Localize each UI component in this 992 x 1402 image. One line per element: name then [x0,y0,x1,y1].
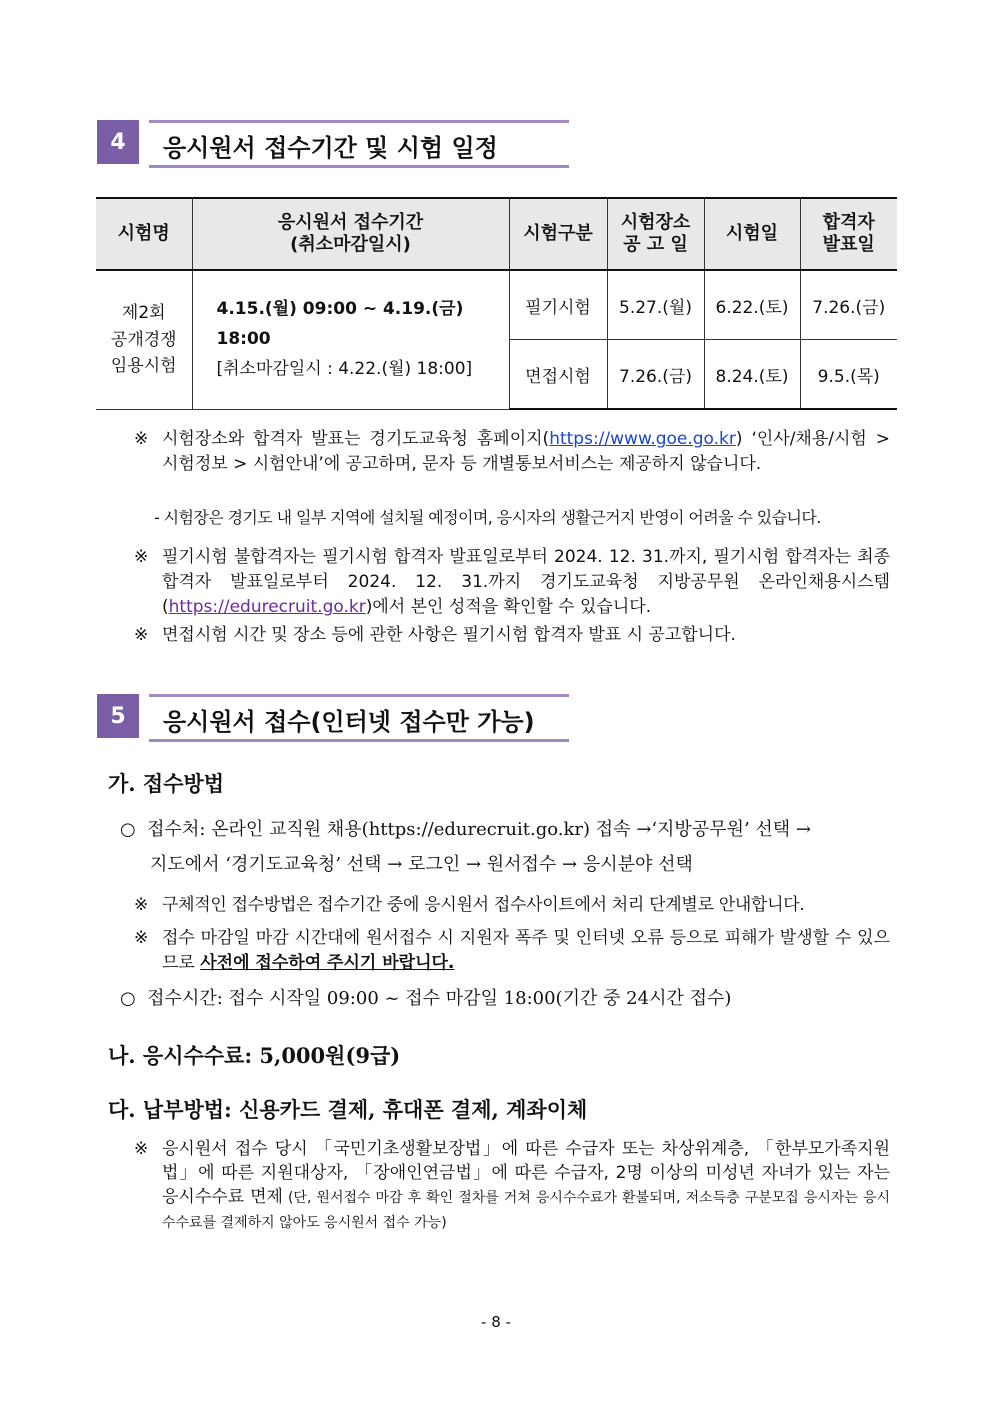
subheading-payment: 다. 납부방법: 신용카드 결제, 휴대폰 결제, 계좌이체 [108,1097,588,1122]
note-text: 면접시험 시간 및 장소 등에 관한 사항은 필기시험 합격자 발표 시 공고합니다. [162,625,736,645]
note-text: 필기시험 불합격자는 필기시험 합격자 발표일로부터 2024. 12. 31.까지, 필기시험 합격자는 최종합격자 발표일로부터 2024. 12. 31.까지 경기도교육청 지방공무원 온라인채용시스템( [162,547,890,617]
method-time-line [120,981,900,1017]
note-venue-location: - 시험장은 경기도 내 일부 지역에 설치될 예정이며, 응시자의 생활근거지 반영이 어려울 수 있습니다. [154,508,821,527]
header-result-line1: 합격자 [822,212,875,234]
note-mark: ※ [134,928,149,948]
header-period-line2: (취소마감일시) [290,234,411,255]
exam-name-line: 임용시험 [110,355,177,376]
subheading-fee: 나. 응시수수료: 5,000원(9급) [108,1043,401,1068]
exam-name-line: 제2회 [121,303,166,324]
header-period [192,198,509,270]
note-mark: ※ [134,625,149,645]
header-result [800,198,897,270]
row-result: 7.26.(금) [800,270,897,340]
header-venue [607,198,704,270]
row-result: 9.5.(목) [800,340,897,410]
section-title-box [149,120,569,168]
note-method-guide [134,893,890,918]
header-exam-date: 시험일 [704,198,800,270]
period-main: 4.15.(월) 09:00 ~ 4.19.(금) 18:00 [216,299,464,349]
note-text: 구체적인 접수방법은 접수기간 중에 응시원서 접수사이트에서 처리 단계별로 안내합니다. [162,895,805,915]
bullet-circle: ○ [120,819,136,840]
method-line-1 [120,812,900,848]
note-mark: ※ [134,1139,149,1159]
edurecruit-link[interactable]: https://edurecruit.go.kr [168,597,366,617]
row-type: 면접시험 [509,340,607,410]
schedule-table [96,197,897,410]
note-mark: ※ [134,895,149,915]
header-venue-line2: 공 고 일 [623,234,688,255]
bullet-circle: ○ [120,988,136,1009]
row-type: 필기시험 [509,270,607,340]
row-venue: 7.26.(금) [607,340,704,410]
table-row [96,270,897,340]
exam-name-cell [96,270,192,409]
section-number: 5 [97,694,139,738]
method-text: 접수처: 온라인 교직원 채용(https://edurecruit.go.kr) 접속 →‘지방공무원’ 선택 → [147,819,812,840]
row-venue: 5.27.(월) [607,270,704,340]
header-period-line1: 응시원서 접수기간 [277,212,424,234]
section-title: 응시원서 접수기간 및 시험 일정 [163,134,498,162]
row-date: 6.22.(토) [704,270,800,340]
subheading-method: 가. 접수방법 [108,771,225,796]
goe-homepage-link[interactable]: https://www.goe.go.kr [549,429,736,449]
header-exam-name: 시험명 [96,198,192,270]
page-number: - 8 - [481,1313,511,1331]
note-deadline-warning [134,926,890,976]
note-mark: ※ [134,547,149,567]
method-time-text: 접수시간: 접수 시작일 09:00 ~ 접수 마감일 18:00(기간 중 24시간 접수) [147,988,732,1009]
note-text: ) ‘인사/채용/시험 > 시험정보 > 시험안내’에 공고하며, 문자 등 개별통보서비스는 제공하지 않습니다. [162,429,891,474]
note-score-check [134,545,890,620]
note-venue-announcement [134,427,890,477]
period-cell [192,270,509,409]
header-venue-line1: 시험장소 [620,212,691,234]
header-type: 시험구분 [509,198,607,270]
note-emphasis: 사전에 접수하여 주시기 바랍니다. [200,953,455,973]
note-text: 시험장소와 합격자 발표는 경기도교육청 홈페이지( [162,429,550,449]
note-small-text: (단, 원서접수 마감 후 확인 절차를 거쳐 응시수수료가 환불되며, 저소득층 구분모집 응시자는 응시수수료를 결제하지 않아도 응시원서 접수 가능) [162,1190,891,1231]
period-cancel: [취소마감일시 : 4.22.(월) 18:00] [216,358,473,379]
note-text: 접수 마감일 마감 시간대에 원서접수 시 지원자 폭주 및 인터넷 오류 등으로 피해가 발생할 수 있으므로 [162,928,890,973]
note-text: )에서 본인 성적을 확인할 수 있습니다. [365,597,652,617]
method-line-2: 지도에서 ‘경기도교육청’ 선택 → 로그인 → 원서접수 → 응시분야 선택 [150,854,693,875]
note-text: 응시원서 접수 당시 「국민기초생활보장법」에 따른 수급자 또는 차상위계층, 「한부모가족지원법」에 따른 지원대상자, 「장애인연금법」에 따른 수급자, 2명 이상의 미성년 자녀가 있는 자는 응시수수료 면제 [162,1139,890,1207]
table-header-row [96,198,897,270]
section-title-box [149,694,569,742]
section-title: 응시원서 접수(인터넷 접수만 가능) [163,708,535,736]
exam-name-line: 공개경쟁 [110,329,177,350]
note-mark: ※ [134,429,149,449]
note-interview [134,623,890,648]
header-result-line2: 발표일 [822,234,875,255]
note-fee-exemption [134,1137,890,1235]
section-number: 4 [97,120,139,164]
row-date: 8.24.(토) [704,340,800,410]
